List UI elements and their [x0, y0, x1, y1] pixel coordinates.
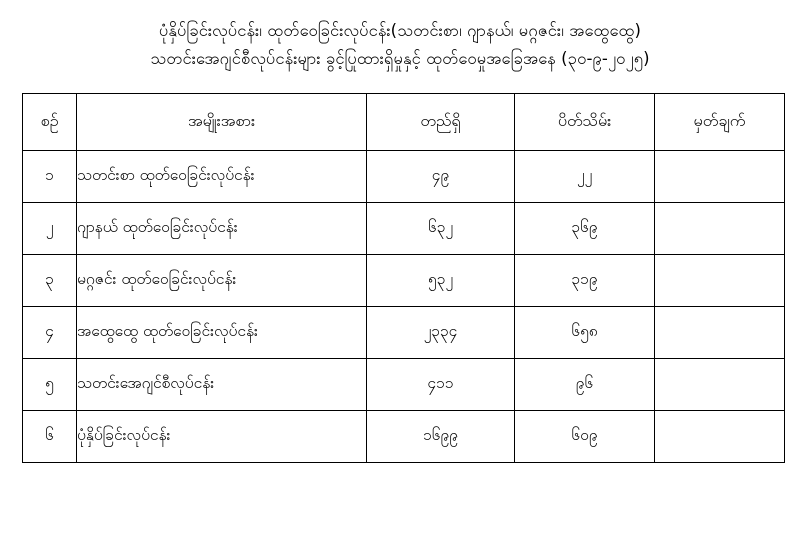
cell-type: အထွေထွေ ထုတ်ဝေခြင်းလုပ်ငန်း — [77, 307, 367, 359]
column-header-type: အမျိုးအစား — [77, 94, 367, 151]
cell-existing: ၅၃၂ — [367, 255, 515, 307]
table-header-row — [23, 94, 785, 151]
title-line-2: သတင်းအေဂျင်စီလုပ်ငန်းများ ခွင့်ပြုထားရှိမှုနှင့် ထုတ်ဝေမှုအခြေအနေ (၃၀-၉-၂၀၂၅) — [150, 48, 650, 68]
publications-table — [22, 93, 785, 463]
cell-type: သတင်းစာ ထုတ်ဝေခြင်းလုပ်ငန်း — [77, 151, 367, 203]
cell-existing: ၄၉ — [367, 151, 515, 203]
cell-no: ၄ — [23, 307, 77, 359]
cell-note — [655, 307, 785, 359]
cell-no: ၂ — [23, 203, 77, 255]
cell-closed: ၆၀၉ — [515, 411, 655, 463]
cell-type: မဂ္ဂဇင်း ထုတ်ဝေခြင်းလုပ်ငန်း — [77, 255, 367, 307]
cell-closed: ၂၂ — [515, 151, 655, 203]
column-header-no: စဉ် — [23, 94, 77, 151]
cell-no: ၆ — [23, 411, 77, 463]
table-row — [23, 203, 785, 255]
cell-closed: ၆၅၈ — [515, 307, 655, 359]
cell-existing: ၁၆၉၉ — [367, 411, 515, 463]
table-row — [23, 151, 785, 203]
cell-closed: ၃၁၉ — [515, 255, 655, 307]
column-header-closed: ပိတ်သိမ်း — [515, 94, 655, 151]
column-header-existing: တည်ရှိ — [367, 94, 515, 151]
cell-existing: ၂၃၃၄ — [367, 307, 515, 359]
cell-type: သတင်းအေဂျင်စီလုပ်ငန်း — [77, 359, 367, 411]
table-row — [23, 411, 785, 463]
cell-closed: ၉၆ — [515, 359, 655, 411]
cell-existing: ၄၁၁ — [367, 359, 515, 411]
cell-note — [655, 359, 785, 411]
cell-note — [655, 203, 785, 255]
cell-note — [655, 411, 785, 463]
cell-type: ပုံနှိပ်ခြင်းလုပ်ငန်း — [77, 411, 367, 463]
document-title — [30, 18, 770, 71]
cell-closed: ၃၆၉ — [515, 203, 655, 255]
table-row — [23, 307, 785, 359]
title-line-1: ပုံနှိပ်ခြင်းလုပ်ငန်း၊ ထုတ်ဝေခြင်းလုပ်ငန်း(သတင်းစာ၊ ဂျာနယ်၊ မဂ္ဂဇင်း၊ အထွေထွေ) — [158, 21, 642, 40]
cell-no: ၃ — [23, 255, 77, 307]
cell-existing: ၆၃၂ — [367, 203, 515, 255]
cell-type: ဂျာနယ် ထုတ်ဝေခြင်းလုပ်ငန်း — [77, 203, 367, 255]
cell-note — [655, 151, 785, 203]
table-row — [23, 359, 785, 411]
cell-note — [655, 255, 785, 307]
table-row — [23, 255, 785, 307]
cell-no: ၅ — [23, 359, 77, 411]
cell-no: ၁ — [23, 151, 77, 203]
column-header-note: မှတ်ချက် — [655, 94, 785, 151]
